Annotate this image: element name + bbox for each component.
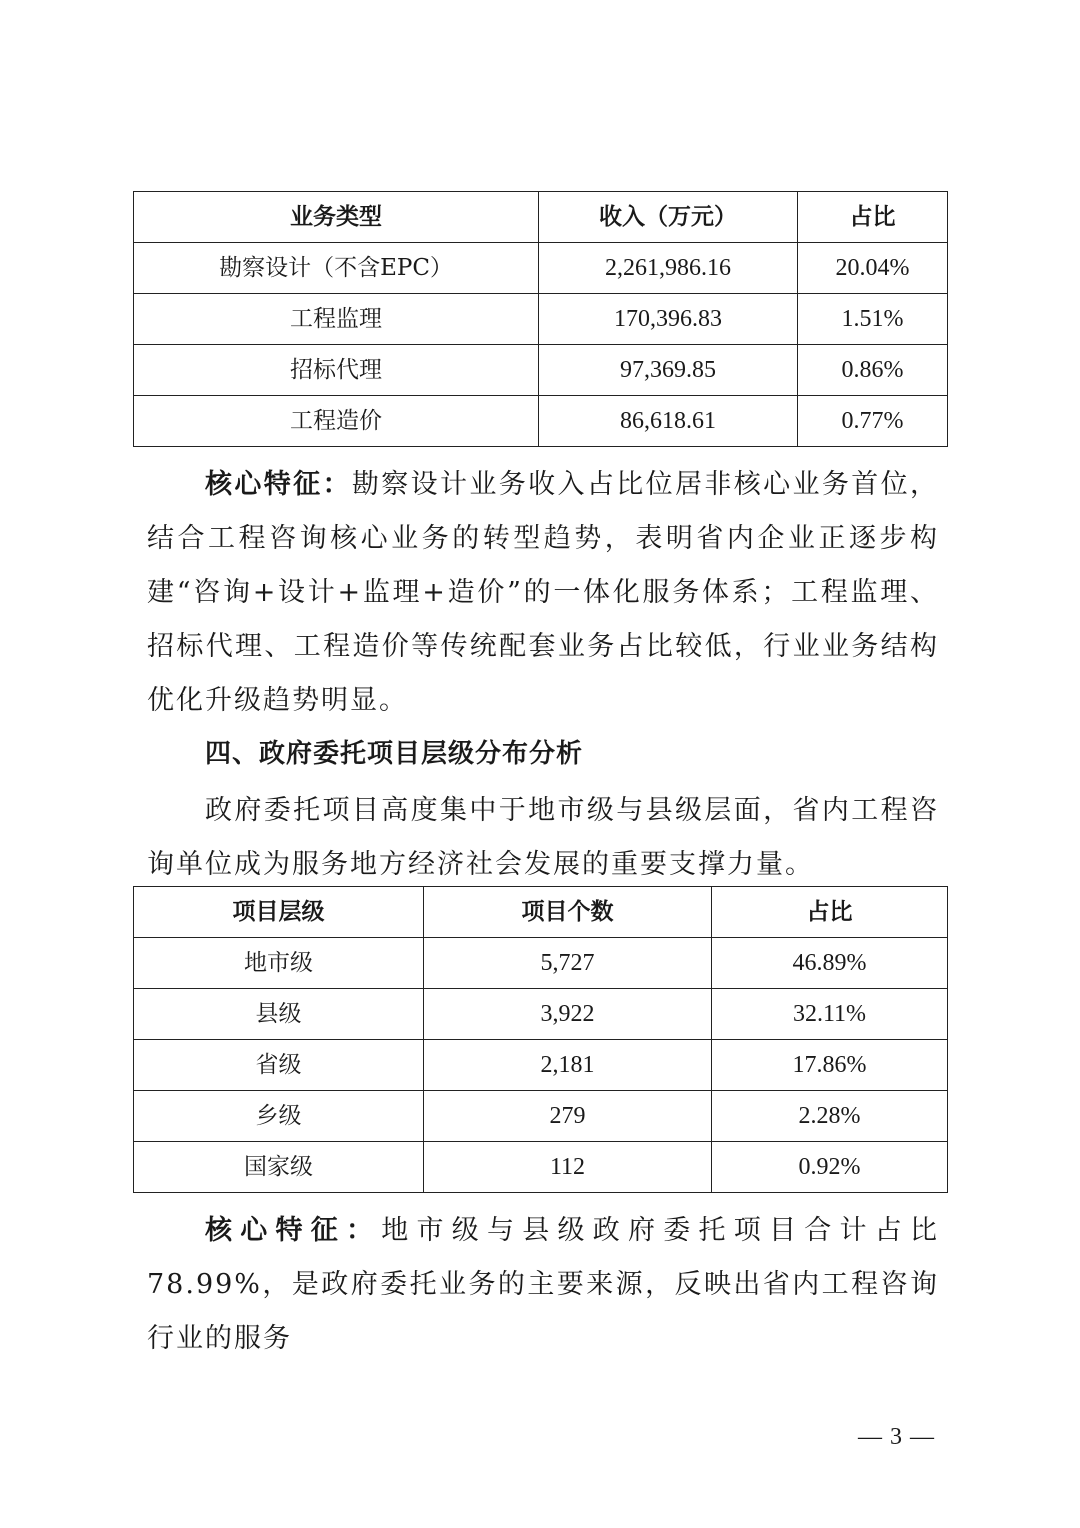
table-cell: 0.77%	[798, 396, 948, 447]
column-header-project-level: 项目层级	[134, 887, 424, 938]
column-header-business-type: 业务类型	[134, 192, 539, 243]
column-header-revenue: 收入（万元）	[539, 192, 798, 243]
table-cell: 县级	[134, 989, 424, 1040]
table-cell: 86,618.61	[539, 396, 798, 447]
project-level-table	[133, 886, 948, 1193]
table-row	[134, 1040, 948, 1091]
table-row	[134, 938, 948, 989]
section-intro-paragraph	[147, 784, 939, 892]
table-cell: 工程监理	[134, 294, 539, 345]
table-row	[134, 345, 948, 396]
page-number: — 3 —	[858, 1424, 935, 1450]
table-cell: 乡级	[134, 1091, 424, 1142]
table-row	[134, 1091, 948, 1142]
table-cell: 5,727	[424, 938, 712, 989]
table-cell: 工程造价	[134, 396, 539, 447]
table-cell: 2,181	[424, 1040, 712, 1091]
table-row	[134, 243, 948, 294]
paragraph-text: 政府委托项目高度集中于地市级与县级层面，省内工程咨询单位成为服务地方经济社会发展的重要支撑力量。	[147, 795, 939, 880]
column-header-project-count: 项目个数	[424, 887, 712, 938]
table-row	[134, 989, 948, 1040]
paragraph-lead-label: 核心特征：	[205, 469, 352, 500]
core-feature-paragraph-2	[147, 1204, 939, 1366]
paragraph-lead-label: 核心特征：	[205, 1215, 382, 1246]
table-cell: 112	[424, 1142, 712, 1193]
table-cell: 3,922	[424, 989, 712, 1040]
table-cell: 279	[424, 1091, 712, 1142]
table-cell: 32.11%	[712, 989, 948, 1040]
table-header-row	[134, 887, 948, 938]
table-cell: 97,369.85	[539, 345, 798, 396]
business-revenue-table	[133, 191, 948, 447]
table-header-row	[134, 192, 948, 243]
table-cell: 地市级	[134, 938, 424, 989]
table-row	[134, 396, 948, 447]
table-cell: 1.51%	[798, 294, 948, 345]
section-heading: 四、政府委托项目层级分布分析	[205, 739, 584, 769]
column-header-share: 占比	[798, 192, 948, 243]
table-cell: 17.86%	[712, 1040, 948, 1091]
paragraph-text: 勘察设计业务收入占比位居非核心业务首位，结合工程咨询核心业务的转型趋势，表明省内企业正逐步构建“咨询+设计+监理+造价”的一体化服务体系；工程监理、招标代理、工程造价等传统配套业务占比较低，行业业务结构优化升级趋势明显。	[147, 469, 939, 716]
table-cell: 20.04%	[798, 243, 948, 294]
table-cell: 省级	[134, 1040, 424, 1091]
table-cell: 2.28%	[712, 1091, 948, 1142]
table-cell: 国家级	[134, 1142, 424, 1193]
table-cell: 0.86%	[798, 345, 948, 396]
table-row	[134, 1142, 948, 1193]
paragraph-text: 地市级与县级政府委托项目合计占比78.99%，是政府委托业务的主要来源，反映出省内工程咨询行业的服务	[147, 1215, 939, 1354]
table-cell: 2,261,986.16	[539, 243, 798, 294]
table-cell: 勘察设计（不含EPC）	[134, 243, 539, 294]
table-cell: 46.89%	[712, 938, 948, 989]
table-cell: 0.92%	[712, 1142, 948, 1193]
table-cell: 170,396.83	[539, 294, 798, 345]
table-cell: 招标代理	[134, 345, 539, 396]
column-header-share: 占比	[712, 887, 948, 938]
core-feature-paragraph-1	[147, 458, 939, 728]
table-row	[134, 294, 948, 345]
